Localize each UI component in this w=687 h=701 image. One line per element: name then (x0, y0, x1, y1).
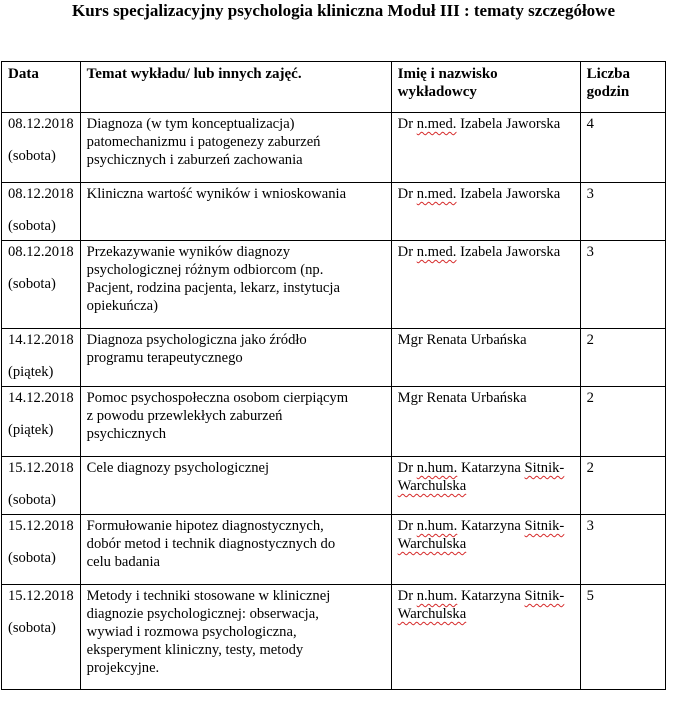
lecturer-name: Katarzyna Sitnik-Warchulska (397, 588, 565, 622)
topic-line: opiekuńcza) (86, 298, 158, 314)
lecturer-name: Renata Urbańska (426, 390, 527, 406)
spellcheck-flag: n.hum. (416, 518, 458, 534)
row-day: (sobota) (8, 492, 56, 508)
lecturer-cell (391, 585, 580, 690)
row-date: 14.12.2018 (8, 332, 74, 348)
topic-cell (80, 183, 391, 241)
lecturer-cell (391, 329, 580, 387)
topic-line: patomechanizmu i patogenezy zaburzeń (86, 134, 321, 150)
lecturer-name: Izabela Jaworska (460, 116, 561, 132)
hours-cell: 5 (580, 585, 665, 690)
row-date: 08.12.2018 (8, 116, 74, 132)
row-day: (piątek) (8, 364, 54, 380)
topic-line: psychicznych (86, 426, 167, 442)
row-day: (sobota) (8, 148, 56, 164)
row-day: (piątek) (8, 422, 54, 438)
hours-cell: 2 (580, 457, 665, 515)
lecturer-title: Dr n.hum. (397, 518, 458, 534)
lecturer-cell (391, 241, 580, 329)
course-schedule-table (1, 61, 666, 690)
header-hours: Liczba godzin (580, 62, 665, 113)
table-row (2, 585, 666, 690)
hours-cell: 4 (580, 113, 665, 183)
date-cell (2, 241, 81, 329)
topic-line: psychicznych i zaburzeń zachowania (86, 152, 303, 168)
document-title: Kurs specjalizacyjny psychologia kliniczna Moduł III : tematy szczegółowe (71, 1, 615, 20)
lecturer-cell (391, 387, 580, 457)
table-header-row (2, 62, 666, 113)
topic-line: programu terapeutycznego (86, 350, 243, 366)
topic-cell (80, 387, 391, 457)
hours-cell: 3 (580, 241, 665, 329)
lecturer-title: Dr n.med. (397, 116, 457, 132)
lecturer-cell (391, 457, 580, 515)
spellcheck-flag: n.hum. (416, 588, 458, 604)
topic-line: Formułowanie hipotez diagnostycznych, (86, 518, 324, 534)
topic-line: eksperyment kliniczny, testy, metody (86, 642, 304, 658)
lecturer-name: Katarzyna Sitnik-Warchulska (397, 460, 565, 494)
topic-line: z powodu przewlekłych zaburzeń (86, 408, 283, 424)
lecturer-title: Dr n.med. (397, 244, 457, 260)
topic-line: Kliniczna wartość wyników i wnioskowania (86, 186, 347, 202)
table-body (2, 113, 666, 690)
hours-cell: 2 (580, 329, 665, 387)
lecturer-cell (391, 515, 580, 585)
row-date: 08.12.2018 (8, 186, 74, 202)
row-date: 15.12.2018 (8, 518, 74, 534)
topic-line: diagnozie psychologicznej: obserwacja, (86, 606, 319, 622)
topic-line: Pacjent, rodzina pacjenta, lekarz, instytucja (86, 280, 340, 296)
hours-cell: 3 (580, 183, 665, 241)
topic-cell (80, 329, 391, 387)
date-cell (2, 457, 81, 515)
lecturer-title: Mgr (397, 390, 423, 406)
lecturer-cell (391, 183, 580, 241)
spellcheck-flag: n.med. (416, 186, 457, 202)
row-date: 08.12.2018 (8, 244, 74, 260)
topic-line: Cele diagnozy psychologicznej (86, 460, 270, 476)
header-lecturer: Imię i nazwisko wykładowcy (391, 62, 580, 113)
date-cell (2, 585, 81, 690)
topic-cell (80, 457, 391, 515)
row-date: 14.12.2018 (8, 390, 74, 406)
lecturer-title: Dr n.med. (397, 186, 457, 202)
row-day: (sobota) (8, 620, 56, 636)
lecturer-title: Dr n.hum. (397, 588, 458, 604)
lecturer-cell (391, 113, 580, 183)
topic-line: psychologicznej różnym odbiorcom (np. (86, 262, 324, 278)
lecturer-name: Katarzyna Sitnik-Warchulska (397, 518, 565, 552)
header-date: Data (2, 62, 81, 113)
topic-line: projekcyjne. (86, 660, 160, 676)
lecturer-title: Mgr (397, 332, 423, 348)
topic-line: Przekazywanie wyników diagnozy (86, 244, 291, 260)
table-row (2, 241, 666, 329)
date-cell (2, 113, 81, 183)
topic-line: Metody i techniki stosowane w klinicznej (86, 588, 331, 604)
table-row (2, 183, 666, 241)
row-day: (sobota) (8, 550, 56, 566)
topic-cell (80, 113, 391, 183)
lecturer-name: Izabela Jaworska (460, 186, 561, 202)
topic-line: Diagnoza (w tym konceptualizacja) (86, 116, 295, 132)
row-date: 15.12.2018 (8, 588, 74, 604)
row-day: (sobota) (8, 276, 56, 292)
spellcheck-flag: n.med. (416, 244, 457, 260)
topic-cell (80, 585, 391, 690)
lecturer-title: Dr n.hum. (397, 460, 458, 476)
lecturer-name: Izabela Jaworska (460, 244, 561, 260)
hours-cell: 3 (580, 515, 665, 585)
date-cell (2, 387, 81, 457)
topic-line: wywiad i rozmowa psychologiczna, (86, 624, 297, 640)
date-cell (2, 329, 81, 387)
lecturer-name: Renata Urbańska (426, 332, 527, 348)
header-topic: Temat wykładu/ lub innych zajęć. (80, 62, 391, 113)
table-row (2, 113, 666, 183)
topic-cell (80, 241, 391, 329)
date-cell (2, 515, 81, 585)
table-row (2, 387, 666, 457)
date-cell (2, 183, 81, 241)
topic-cell (80, 515, 391, 585)
row-day: (sobota) (8, 218, 56, 234)
spellcheck-flag: n.hum. (416, 460, 458, 476)
table-row (2, 515, 666, 585)
topic-line: Diagnoza psychologiczna jako źródło (86, 332, 307, 348)
spellcheck-flag: n.med. (416, 116, 457, 132)
topic-line: celu badania (86, 554, 161, 570)
hours-cell: 2 (580, 387, 665, 457)
topic-line: dobór metod i technik diagnostycznych do (86, 536, 336, 552)
row-date: 15.12.2018 (8, 460, 74, 476)
table-row (2, 329, 666, 387)
topic-line: Pomoc psychospołeczna osobom cierpiącym (86, 390, 349, 406)
table-row (2, 457, 666, 515)
